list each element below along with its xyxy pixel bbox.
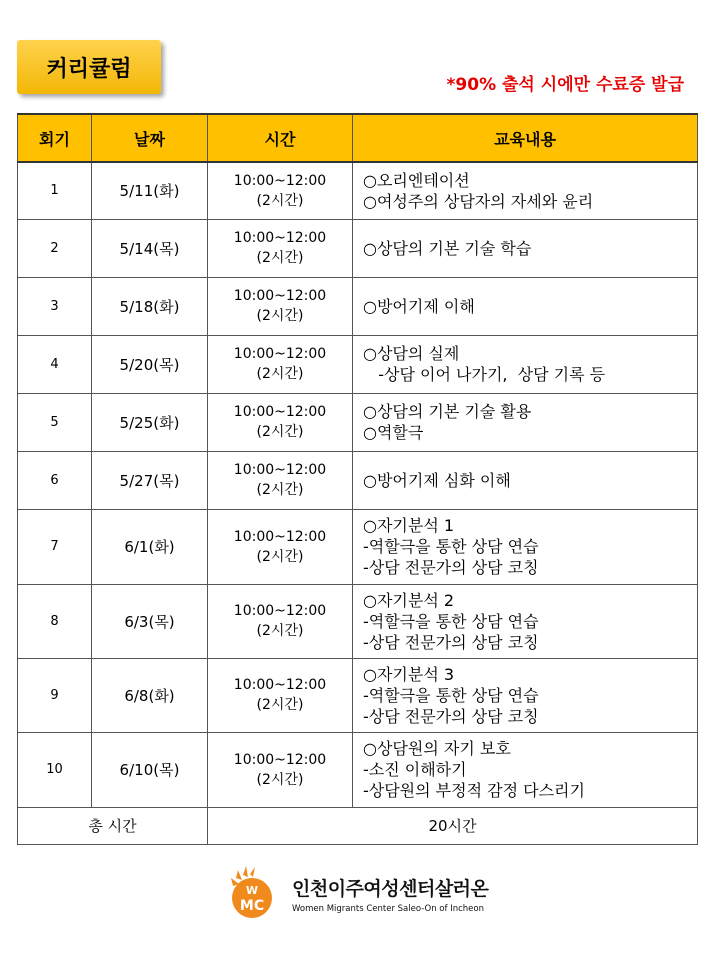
session-date: 5/25(화) bbox=[92, 393, 208, 451]
time-duration: (2시간) bbox=[256, 697, 304, 713]
session-number: 3 bbox=[18, 277, 92, 335]
session-content bbox=[353, 509, 698, 584]
content-line: ○여성주의 상담자의 자세와 윤리 bbox=[363, 191, 594, 211]
content-line: ○역할극 bbox=[363, 423, 424, 442]
session-number: 6 bbox=[18, 451, 92, 509]
svg-text:W: W bbox=[245, 884, 259, 897]
session-content bbox=[353, 335, 698, 393]
time-range: 10:00~12:00 bbox=[233, 528, 327, 545]
time-range: 10:00~12:00 bbox=[233, 603, 327, 619]
session-time bbox=[208, 658, 353, 732]
curriculum-badge: 커리큘럼 bbox=[17, 40, 161, 94]
header-content: 교육내용 bbox=[353, 114, 698, 162]
table-row bbox=[18, 393, 698, 451]
content-line: ○상담의 실제 bbox=[363, 344, 460, 363]
content-line: -상담원의 부정적 감정 다스리기 bbox=[363, 781, 585, 800]
session-content bbox=[353, 584, 698, 658]
session-content bbox=[353, 393, 698, 451]
session-date: 5/20(목) bbox=[92, 335, 208, 393]
table-row bbox=[18, 162, 698, 219]
content-line: -역할극을 통한 상담 연습 bbox=[363, 537, 539, 556]
organization-logo bbox=[228, 864, 488, 924]
session-content bbox=[353, 219, 698, 277]
total-label: 총 시간 bbox=[18, 807, 208, 844]
table-row bbox=[18, 335, 698, 393]
session-time bbox=[208, 219, 353, 277]
time-range: 10:00~12:00 bbox=[233, 462, 327, 478]
time-range: 10:00~12:00 bbox=[233, 677, 327, 693]
session-date: 5/27(목) bbox=[92, 451, 208, 509]
total-value: 20시간 bbox=[208, 807, 698, 844]
time-duration: (2시간) bbox=[256, 482, 304, 498]
logo-name-korean: 인천이주여성센터살러온 bbox=[292, 878, 489, 900]
session-time bbox=[208, 277, 353, 335]
time-duration: (2시간) bbox=[256, 771, 304, 788]
content-line: -상담 전문가의 상담 코칭 bbox=[363, 706, 539, 726]
session-date: 6/1(화) bbox=[92, 509, 208, 584]
content-line: ○상담의 기본 기술 학습 bbox=[363, 238, 532, 258]
session-date: 5/18(화) bbox=[92, 277, 208, 335]
content-line: ○방어기제 심화 이해 bbox=[363, 470, 511, 490]
session-number: 7 bbox=[18, 509, 92, 584]
time-duration: (2시간) bbox=[256, 308, 304, 324]
header-time: 시간 bbox=[208, 114, 353, 162]
table-row bbox=[18, 732, 698, 807]
table-header-row bbox=[18, 114, 698, 162]
time-duration: (2시간) bbox=[256, 623, 304, 639]
time-range: 10:00~12:00 bbox=[233, 404, 327, 420]
session-date: 6/3(목) bbox=[92, 584, 208, 658]
session-content bbox=[353, 451, 698, 509]
table-row bbox=[18, 277, 698, 335]
content-line: ○오리엔테이션 bbox=[363, 170, 470, 190]
session-time bbox=[208, 162, 353, 219]
session-number: 8 bbox=[18, 584, 92, 658]
content-line: -역할극을 통한 상담 연습 bbox=[363, 611, 539, 631]
time-duration: (2시간) bbox=[256, 192, 304, 209]
session-date: 6/8(화) bbox=[92, 658, 208, 732]
session-time bbox=[208, 732, 353, 807]
session-time bbox=[208, 509, 353, 584]
table-row bbox=[18, 658, 698, 732]
svg-text:MC: MC bbox=[239, 898, 265, 914]
session-content bbox=[353, 658, 698, 732]
time-range: 10:00~12:00 bbox=[233, 172, 327, 189]
time-duration: (2시간) bbox=[256, 424, 304, 440]
time-range: 10:00~12:00 bbox=[233, 346, 327, 362]
header-session: 회기 bbox=[18, 114, 92, 162]
session-content bbox=[353, 162, 698, 219]
content-line: -상담 전문가의 상담 코칭 bbox=[363, 632, 539, 652]
content-line: -상담 이어 나가기, 상담 기록 등 bbox=[363, 365, 606, 384]
content-line: ○자기분석 3 bbox=[363, 664, 455, 684]
session-time bbox=[208, 393, 353, 451]
certificate-notice: *90% 출석 시에만 수료증 발급 bbox=[446, 75, 684, 95]
session-time bbox=[208, 335, 353, 393]
table-row bbox=[18, 451, 698, 509]
session-content bbox=[353, 277, 698, 335]
table-row bbox=[18, 584, 698, 658]
session-time bbox=[208, 451, 353, 509]
time-duration: (2시간) bbox=[256, 250, 304, 266]
header-date: 날짜 bbox=[92, 114, 208, 162]
time-duration: (2시간) bbox=[256, 366, 304, 382]
session-number: 9 bbox=[18, 658, 92, 732]
session-time bbox=[208, 584, 353, 658]
time-duration: (2시간) bbox=[256, 548, 304, 565]
content-line: ○방어기제 이해 bbox=[363, 296, 475, 316]
session-date: 5/11(화) bbox=[92, 162, 208, 219]
content-line: -소진 이해하기 bbox=[363, 760, 467, 779]
session-number: 5 bbox=[18, 393, 92, 451]
time-range: 10:00~12:00 bbox=[233, 230, 327, 246]
content-line: ○자기분석 1 bbox=[363, 516, 455, 535]
session-number: 1 bbox=[18, 162, 92, 219]
session-number: 4 bbox=[18, 335, 92, 393]
table-row bbox=[18, 219, 698, 277]
wmc-logo-icon bbox=[228, 864, 290, 924]
total-row bbox=[18, 807, 698, 844]
curriculum-table bbox=[17, 113, 698, 845]
session-number: 2 bbox=[18, 219, 92, 277]
content-line: ○상담의 기본 기술 활용 bbox=[363, 402, 532, 421]
time-range: 10:00~12:00 bbox=[233, 751, 327, 768]
session-date: 6/10(목) bbox=[92, 732, 208, 807]
session-number: 10 bbox=[18, 732, 92, 807]
content-line: -역할극을 통한 상담 연습 bbox=[363, 685, 539, 705]
content-line: ○자기분석 2 bbox=[363, 590, 455, 610]
logo-name-english: Women Migrants Center Saleo-On of Incheon bbox=[292, 904, 484, 914]
session-date: 5/14(목) bbox=[92, 219, 208, 277]
content-line: -상담 전문가의 상담 코칭 bbox=[363, 558, 539, 577]
session-content bbox=[353, 732, 698, 807]
table-row bbox=[18, 509, 698, 584]
content-line: ○상담원의 자기 보호 bbox=[363, 739, 511, 758]
time-range: 10:00~12:00 bbox=[233, 288, 327, 304]
